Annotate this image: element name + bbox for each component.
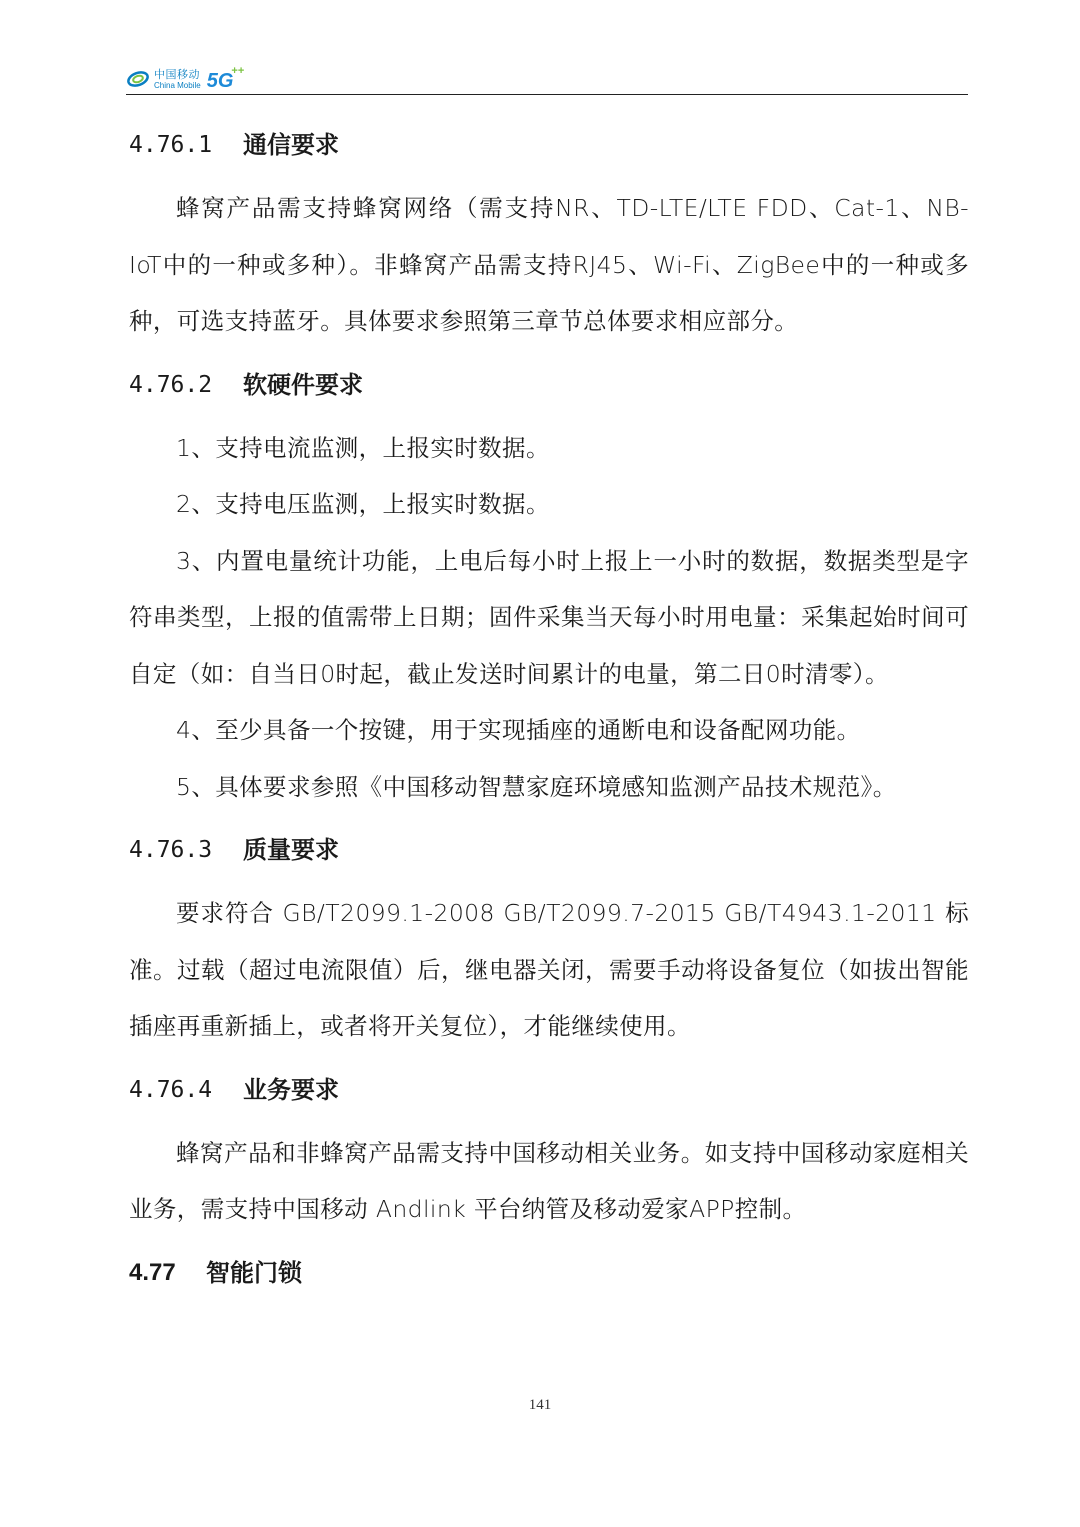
logo-5g-text: 5G bbox=[206, 69, 234, 92]
document-body bbox=[129, 122, 969, 1296]
section-heading-4-77 bbox=[129, 1250, 969, 1296]
section-number: 4.77 bbox=[129, 1258, 176, 1286]
header-divider bbox=[126, 94, 968, 95]
china-mobile-logo bbox=[126, 62, 244, 96]
section-number: 4.76.4 bbox=[129, 1076, 213, 1103]
section-title: 软硬件要求 bbox=[243, 370, 363, 399]
section-title: 智能门锁 bbox=[206, 1258, 302, 1287]
logo-chinese-text: 中国移动 bbox=[154, 67, 200, 81]
paragraph: 要求符合 GB/T2099.1-2008 GB/T2099.7-2015 GB/T4943.1-2011 标准。过载（超过电流限值）后，继电器关闭，需要手动将设备复位（如拔出智能插座再重新插上，或者将开关复位），才能继续使用。 bbox=[129, 899, 969, 1040]
section-number: 4.76.3 bbox=[129, 837, 213, 863]
logo-english-text: China Mobile bbox=[154, 80, 201, 90]
section-heading-4-76-4 bbox=[129, 1067, 969, 1113]
paragraph: 蜂窝产品需支持蜂窝网络（需支持NR、TD-LTE/LTE FDD、Cat-1、NB-IoT中的一种或多种）。非蜂窝产品需支持RJ45、Wi-Fi、ZigBee中的一种或多种，可选支持蓝牙。具体要求参照第三章节总体要求相应部分。 bbox=[129, 194, 969, 335]
section-number: 4.76.1 bbox=[129, 132, 213, 158]
paragraph: 3、内置电量统计功能，上电后每小时上报上一小时的数据，数据类型是字符串类型，上报的值需带上日期；固件采集当天每小时用电量：采集起始时间可自定（如：自当日0时起，截止发送时间累计的电量，第二日0时清零）。 bbox=[129, 546, 969, 688]
section-heading-4-76-2 bbox=[129, 362, 969, 408]
paragraph: 4、至少具备一个按键，用于实现插座的通断电和设备配网功能。 bbox=[176, 716, 861, 744]
section-title: 通信要求 bbox=[243, 131, 339, 159]
page-header bbox=[126, 58, 968, 96]
section-title: 业务要求 bbox=[243, 1075, 339, 1104]
paragraph: 5、具体要求参照《中国移动智慧家庭环境感知监测产品技术规范》。 bbox=[176, 772, 897, 801]
china-mobile-swirl-icon bbox=[126, 68, 150, 90]
section-heading-4-76-1 bbox=[129, 122, 969, 168]
paragraph: 1、支持电流监测，上报实时数据。 bbox=[176, 433, 550, 462]
section-heading-4-76-3 bbox=[129, 827, 969, 873]
paragraph: 蜂窝产品和非蜂窝产品需支持中国移动相关业务。如支持中国移动家庭相关业务，需支持中国移动 Andlink 平台纳管及移动爱家APP控制。 bbox=[129, 1138, 969, 1223]
page-number: 141 bbox=[528, 1397, 552, 1413]
logo-plus-text: ++ bbox=[231, 65, 245, 77]
section-title: 质量要求 bbox=[243, 836, 339, 864]
paragraph: 2、支持电压监测，上报实时数据。 bbox=[176, 490, 550, 518]
section-number: 4.76.2 bbox=[129, 371, 213, 398]
